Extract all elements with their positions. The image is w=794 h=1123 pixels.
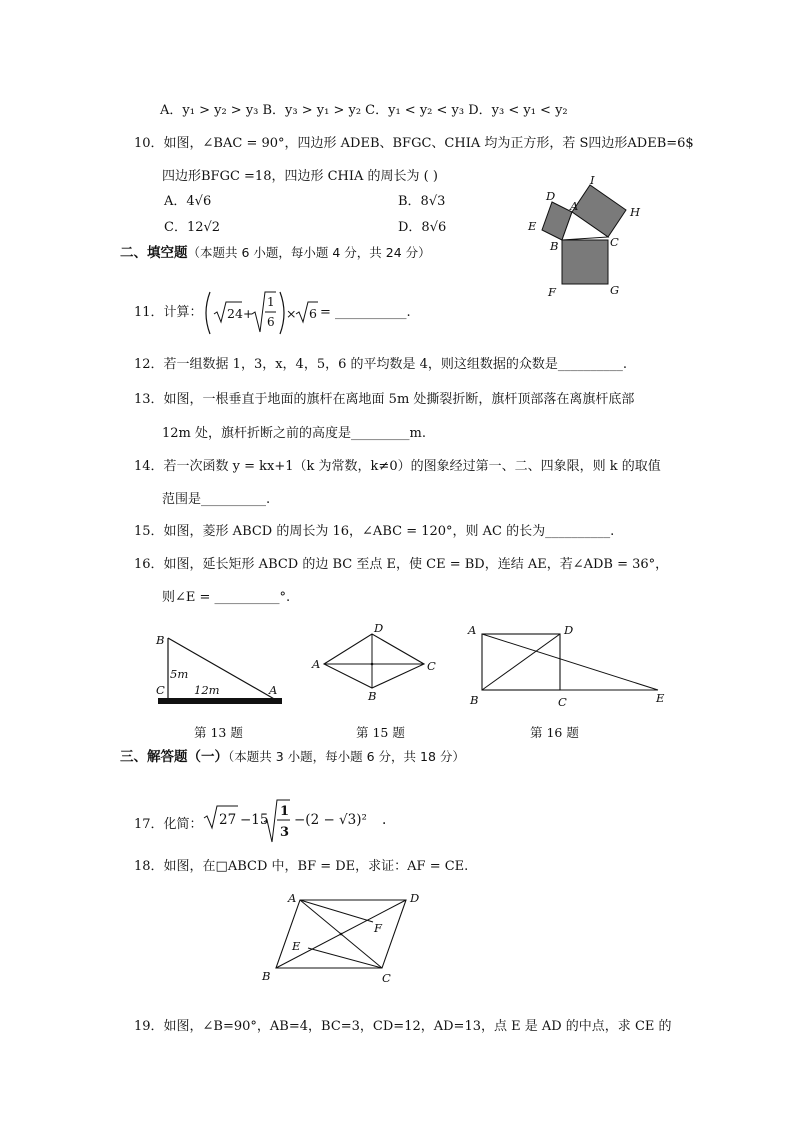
fig16-caption: 第 16 题 bbox=[530, 725, 579, 740]
q11-radicand-b: 6 bbox=[309, 306, 317, 321]
q17-prefix: 17．化简： bbox=[134, 817, 203, 832]
q18: 18．如图，在□ABCD 中，BF = DE，求证：AF = CE. bbox=[134, 859, 469, 874]
section-3-heading bbox=[120, 748, 465, 766]
label-g: G bbox=[610, 283, 620, 297]
q11-prefix: 11．计算： bbox=[134, 305, 203, 320]
figure-16 bbox=[462, 620, 682, 710]
label-f: F bbox=[548, 285, 556, 299]
q13-line2: 12m 处，旗杆折断之前的高度是_________m. bbox=[162, 426, 426, 441]
label-c: C bbox=[610, 235, 619, 249]
q15: 15．如图，菱形 ABCD 的周长为 16，∠ABC = 120°，则 AC 的长为__________. bbox=[134, 524, 615, 539]
q17-end: . bbox=[382, 812, 387, 828]
q17-radicand: 27 bbox=[219, 812, 237, 828]
fig15-label-d: D bbox=[374, 621, 384, 635]
svg-text:×: × bbox=[286, 306, 297, 321]
fig15-label-b: B bbox=[368, 689, 377, 703]
q17-formula bbox=[202, 796, 402, 846]
fig18-label-e: E bbox=[292, 939, 301, 953]
fig15-label-c: C bbox=[427, 659, 436, 673]
q10-figure bbox=[520, 172, 650, 302]
figure-15 bbox=[308, 620, 448, 703]
q19: 19．如图，∠B=90°，AB=4，BC=3，CD=12，AD=13，点 E 是 AD 的中点，求 CE 的 bbox=[134, 1019, 672, 1034]
q10-option-b: B．8√3 bbox=[398, 194, 446, 209]
fig18-label-b: B bbox=[262, 969, 271, 983]
fig18-label-f: F bbox=[374, 921, 382, 935]
fig15-caption: 第 15 题 bbox=[356, 725, 405, 740]
fig15-label-a: A bbox=[312, 657, 321, 671]
q17-den: 3 bbox=[280, 825, 290, 840]
label-d: D bbox=[546, 189, 556, 203]
q11-answer-blank: = ___________. bbox=[320, 305, 411, 320]
q10-option-d: D．8√6 bbox=[398, 220, 447, 235]
fig13-base-label: 12m bbox=[194, 683, 220, 697]
fig16-label-a: A bbox=[468, 623, 477, 637]
q10-option-a: A．4√6 bbox=[164, 194, 212, 209]
q11-den: 6 bbox=[267, 315, 275, 329]
q10-stem: 10．如图，∠BAC = 90°，四边形 ADEB、BFGC、CHIA 均为正方形，若 S四边形ADEB=6$ bbox=[134, 136, 694, 151]
fig13-label-b: B bbox=[156, 633, 165, 647]
q10-option-c: C．12√2 bbox=[164, 220, 221, 235]
fig18-label-d: D bbox=[410, 891, 420, 905]
q17-coef: −15 bbox=[240, 812, 269, 828]
q10-stem-cont: 四边形BFGC =18，四边形 CHIA 的周长为 ( ) bbox=[162, 169, 438, 184]
figure-13 bbox=[150, 630, 290, 710]
q16-line2: 则∠E = __________°. bbox=[162, 590, 291, 605]
fig18-label-a: A bbox=[288, 891, 297, 905]
fig13-label-a: A bbox=[269, 683, 278, 697]
section-3-title: 三、解答题（一） bbox=[120, 749, 228, 765]
fig18-label-c: C bbox=[382, 971, 391, 985]
q12: 12．若一组数据 1，3，x，4，5，6 的平均数是 4，则这组数据的众数是__________. bbox=[134, 357, 628, 372]
label-h: H bbox=[630, 205, 641, 219]
section-2-heading bbox=[120, 244, 431, 262]
q11-radicand-a: 24 bbox=[227, 306, 243, 321]
q17-rest: −(2 − √3)² bbox=[294, 812, 367, 828]
figure-18 bbox=[258, 888, 428, 988]
q14-line1: 14．若一次函数 y = kx+1（k 为常数，k≠0）的图象经过第一、二、四象限，则 k 的取值 bbox=[134, 459, 661, 474]
square-bfgc bbox=[562, 240, 608, 284]
label-b: B bbox=[550, 239, 559, 253]
q9-options: A．y₁ > y₂ > y₃ B．y₃ > y₁ > y₂ C．y₁ < y₂ < y₃ D．y₃ < y₁ < y₂ bbox=[160, 103, 568, 118]
fig16-label-c: C bbox=[558, 695, 567, 709]
section-2-title: 二、填空题 bbox=[120, 245, 188, 261]
fig16-label-e: E bbox=[656, 691, 665, 705]
q14-line2: 范围是__________. bbox=[162, 492, 271, 507]
fig13-label-c: C bbox=[156, 683, 165, 697]
fig16-label-b: B bbox=[470, 693, 479, 707]
q16-line1: 16．如图，延长矩形 ABCD 的边 BC 至点 E，使 CE = BD，连结 AE，若∠ADB = 36°， bbox=[134, 557, 669, 572]
fig13-side-label: 5m bbox=[170, 667, 189, 681]
section-2-note: （本题共 6 小题，每小题 4 分，共 24 分） bbox=[187, 245, 431, 260]
q13-line1: 13．如图，一根垂直于地面的旗杆在离地面 5m 处撕裂折断，旗杆顶部落在离旗杆底部 bbox=[134, 392, 635, 407]
ground-bar bbox=[158, 698, 282, 704]
fig16-label-d: D bbox=[564, 623, 574, 637]
label-i: I bbox=[590, 173, 595, 187]
fig13-caption: 第 13 题 bbox=[194, 725, 243, 740]
label-e: E bbox=[528, 219, 537, 233]
svg-text:+: + bbox=[243, 306, 254, 321]
q11-num: 1 bbox=[267, 295, 275, 309]
section-3-note: （本题共 3 小题，每小题 6 分，共 18 分） bbox=[228, 749, 465, 764]
label-a: A bbox=[570, 199, 579, 213]
q17-num: 1 bbox=[280, 804, 290, 819]
